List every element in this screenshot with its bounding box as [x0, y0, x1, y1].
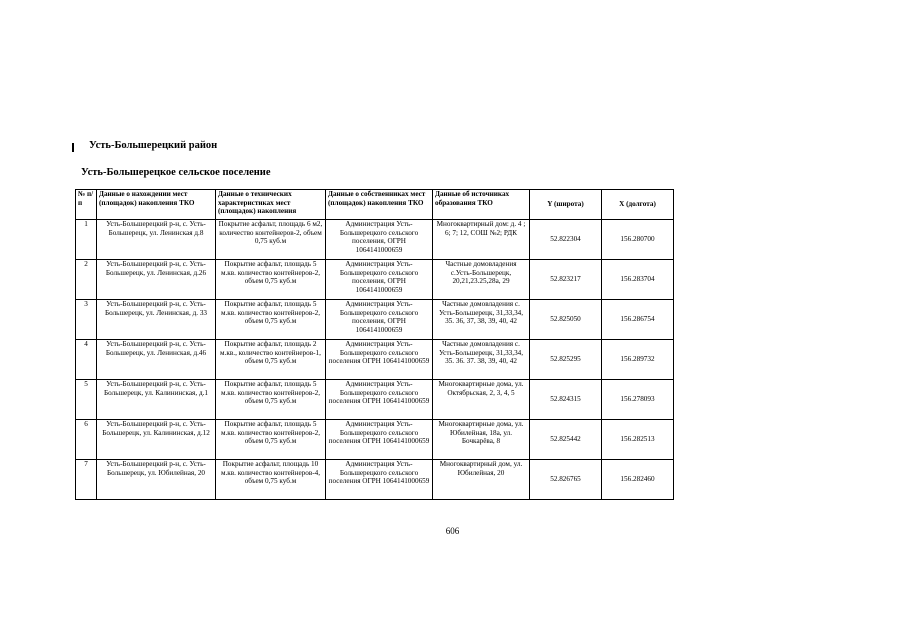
latitude-cell: 52.823217	[530, 260, 602, 300]
table-row	[76, 340, 674, 380]
owner-cell: Администрация Усть-Большерецкого сельского поселения ОГРН 1064141000659	[326, 460, 433, 500]
row-number: 3	[76, 300, 97, 340]
column-header-longitude: X (долгота)	[602, 190, 674, 220]
owner-cell: Администрация Усть-Большерецкого сельского поселения ОГРН 1064141000659	[326, 420, 433, 460]
source-cell: Многоквартирные дома, ул. Октябрьская, 2, 3, 4, 5	[433, 380, 530, 420]
source-cell: Частные домовладения с.Усть-Большерецк, 20,21,23.25,28а, 29	[433, 260, 530, 300]
latitude-cell: 52.826765	[530, 460, 602, 500]
column-header-source: Данные об источниках образования ТКО	[433, 190, 530, 220]
source-cell: Многоквартирный дом: д. 4 ; 6; 7; 12, СОШ №2; РДК	[433, 220, 530, 260]
latitude-cell: 52.825050	[530, 300, 602, 340]
longitude-cell: 156.280700	[602, 220, 674, 260]
row-number: 7	[76, 460, 97, 500]
longitude-cell: 156.286754	[602, 300, 674, 340]
location-cell: Усть-Большерецкий р-н, с. Усть-Большерецк, ул. Ленинская, д.26	[97, 260, 216, 300]
longitude-cell: 156.282460	[602, 460, 674, 500]
source-cell: Частные домовладения с. Усть-Большерецк, 31,33,34, 35. 36, 37, 38, 39, 40, 42	[433, 300, 530, 340]
table-row	[76, 380, 674, 420]
longitude-cell: 156.289732	[602, 340, 674, 380]
location-cell: Усть-Большерецкий р-н, с. Усть-Большерецк, ул. Ленинская, д. 33	[97, 300, 216, 340]
source-cell: Частные домовладения с. Усть-Большерецк, 31,33,34, 35. 36. 37. 38, 39, 40, 42	[433, 340, 530, 380]
table-row	[76, 460, 674, 500]
column-header-location: Данные о нахождении мест (площадок) накопления ТКО	[97, 190, 216, 220]
row-number: 6	[76, 420, 97, 460]
technical-cell: Покрытие асфальт, площадь 5 м.кв. количество контейнеров-2, объем 0,75 куб.м	[216, 300, 326, 340]
row-number: 2	[76, 260, 97, 300]
column-header-number: № п/п	[76, 190, 97, 220]
latitude-cell: 52.824315	[530, 380, 602, 420]
technical-cell: Покрытие асфальт, площадь 5 м.кв. количество контейнеров-2, объем 0,75 куб.м	[216, 260, 326, 300]
settlement-heading: Усть-Большерецкое сельское поселение	[81, 167, 271, 178]
technical-cell: Покрытие асфальт, площадь 5 м.кв. количество контейнеров-2, объем 0,75 куб.м	[216, 420, 326, 460]
latitude-cell: 52.825295	[530, 340, 602, 380]
table-row	[76, 220, 674, 260]
table-row	[76, 420, 674, 460]
owner-cell: Администрация Усть-Большерецкого сельского поселения ОГРН 1064141000659	[326, 340, 433, 380]
column-header-technical: Данные о технических характеристиках мест (площадок) накопления	[216, 190, 326, 220]
location-cell: Усть-Большерецкий р-н, с. Усть-Большерецк, ул. Калининская, д.1	[97, 380, 216, 420]
column-header-owner: Данные о собственниках мест (площадок) накопления ТКО	[326, 190, 433, 220]
technical-cell: Покрытие асфальт, площадь 6 м2, количество контейнеров-2, объем 0,75 куб.м	[216, 220, 326, 260]
latitude-cell: 52.825442	[530, 420, 602, 460]
row-number: 4	[76, 340, 97, 380]
technical-cell: Покрытие асфальт, площадь 5 м.кв. количество контейнеров-2, объем 0,75 куб.м	[216, 380, 326, 420]
column-header-latitude: Y (широта)	[530, 190, 602, 220]
location-cell: Усть-Большерецкий р-н, с. Усть-Большерецк, ул. Ленинская, д.46	[97, 340, 216, 380]
location-cell: Усть-Большерецкий р-н, с. Усть-Большерецк, ул. Калининская, д.12	[97, 420, 216, 460]
row-number: 1	[76, 220, 97, 260]
technical-cell: Покрытие асфальт, площадь 2 м.кв., количество контейнеров-1, объем 0,75 куб.м	[216, 340, 326, 380]
longitude-cell: 156.278093	[602, 380, 674, 420]
location-cell: Усть-Большерецкий р-н, с. Усть-Большерецк, ул. Ленинская д.8	[97, 220, 216, 260]
technical-cell: Покрытие асфальт, площадь 10 м.кв. количество контейнеров-4, объем 0,75 куб.м	[216, 460, 326, 500]
waste-sites-table	[75, 189, 674, 500]
location-cell: Усть-Большерецкий р-н, с. Усть-Большерецк, ул. Юбилейная, 20	[97, 460, 216, 500]
table-row	[76, 300, 674, 340]
longitude-cell: 156.282513	[602, 420, 674, 460]
longitude-cell: 156.283704	[602, 260, 674, 300]
table-row	[76, 260, 674, 300]
source-cell: Многоквартирный дом, ул. Юбилейная, 20	[433, 460, 530, 500]
page-number: 606	[445, 526, 460, 536]
owner-cell: Администрация Усть-Большерецкого сельского поселения, ОГРН 1064141000659	[326, 220, 433, 260]
latitude-cell: 52.822304	[530, 220, 602, 260]
section-marker	[72, 143, 74, 152]
source-cell: Многоквартирные дома, ул. Юбилейная, 18а, ул. Бочкарёва, 8	[433, 420, 530, 460]
district-heading: Усть-Большерецкий район	[89, 140, 218, 151]
row-number: 5	[76, 380, 97, 420]
table-header-row	[76, 190, 674, 220]
owner-cell: Администрация Усть-Большерецкого сельского поселения, ОГРН 1064141000659	[326, 260, 433, 300]
owner-cell: Администрация Усть-Большерецкого сельского поселения ОГРН 1064141000659	[326, 380, 433, 420]
owner-cell: Администрация Усть-Большерецкого сельского поселения, ОГРН 1064141000659	[326, 300, 433, 340]
